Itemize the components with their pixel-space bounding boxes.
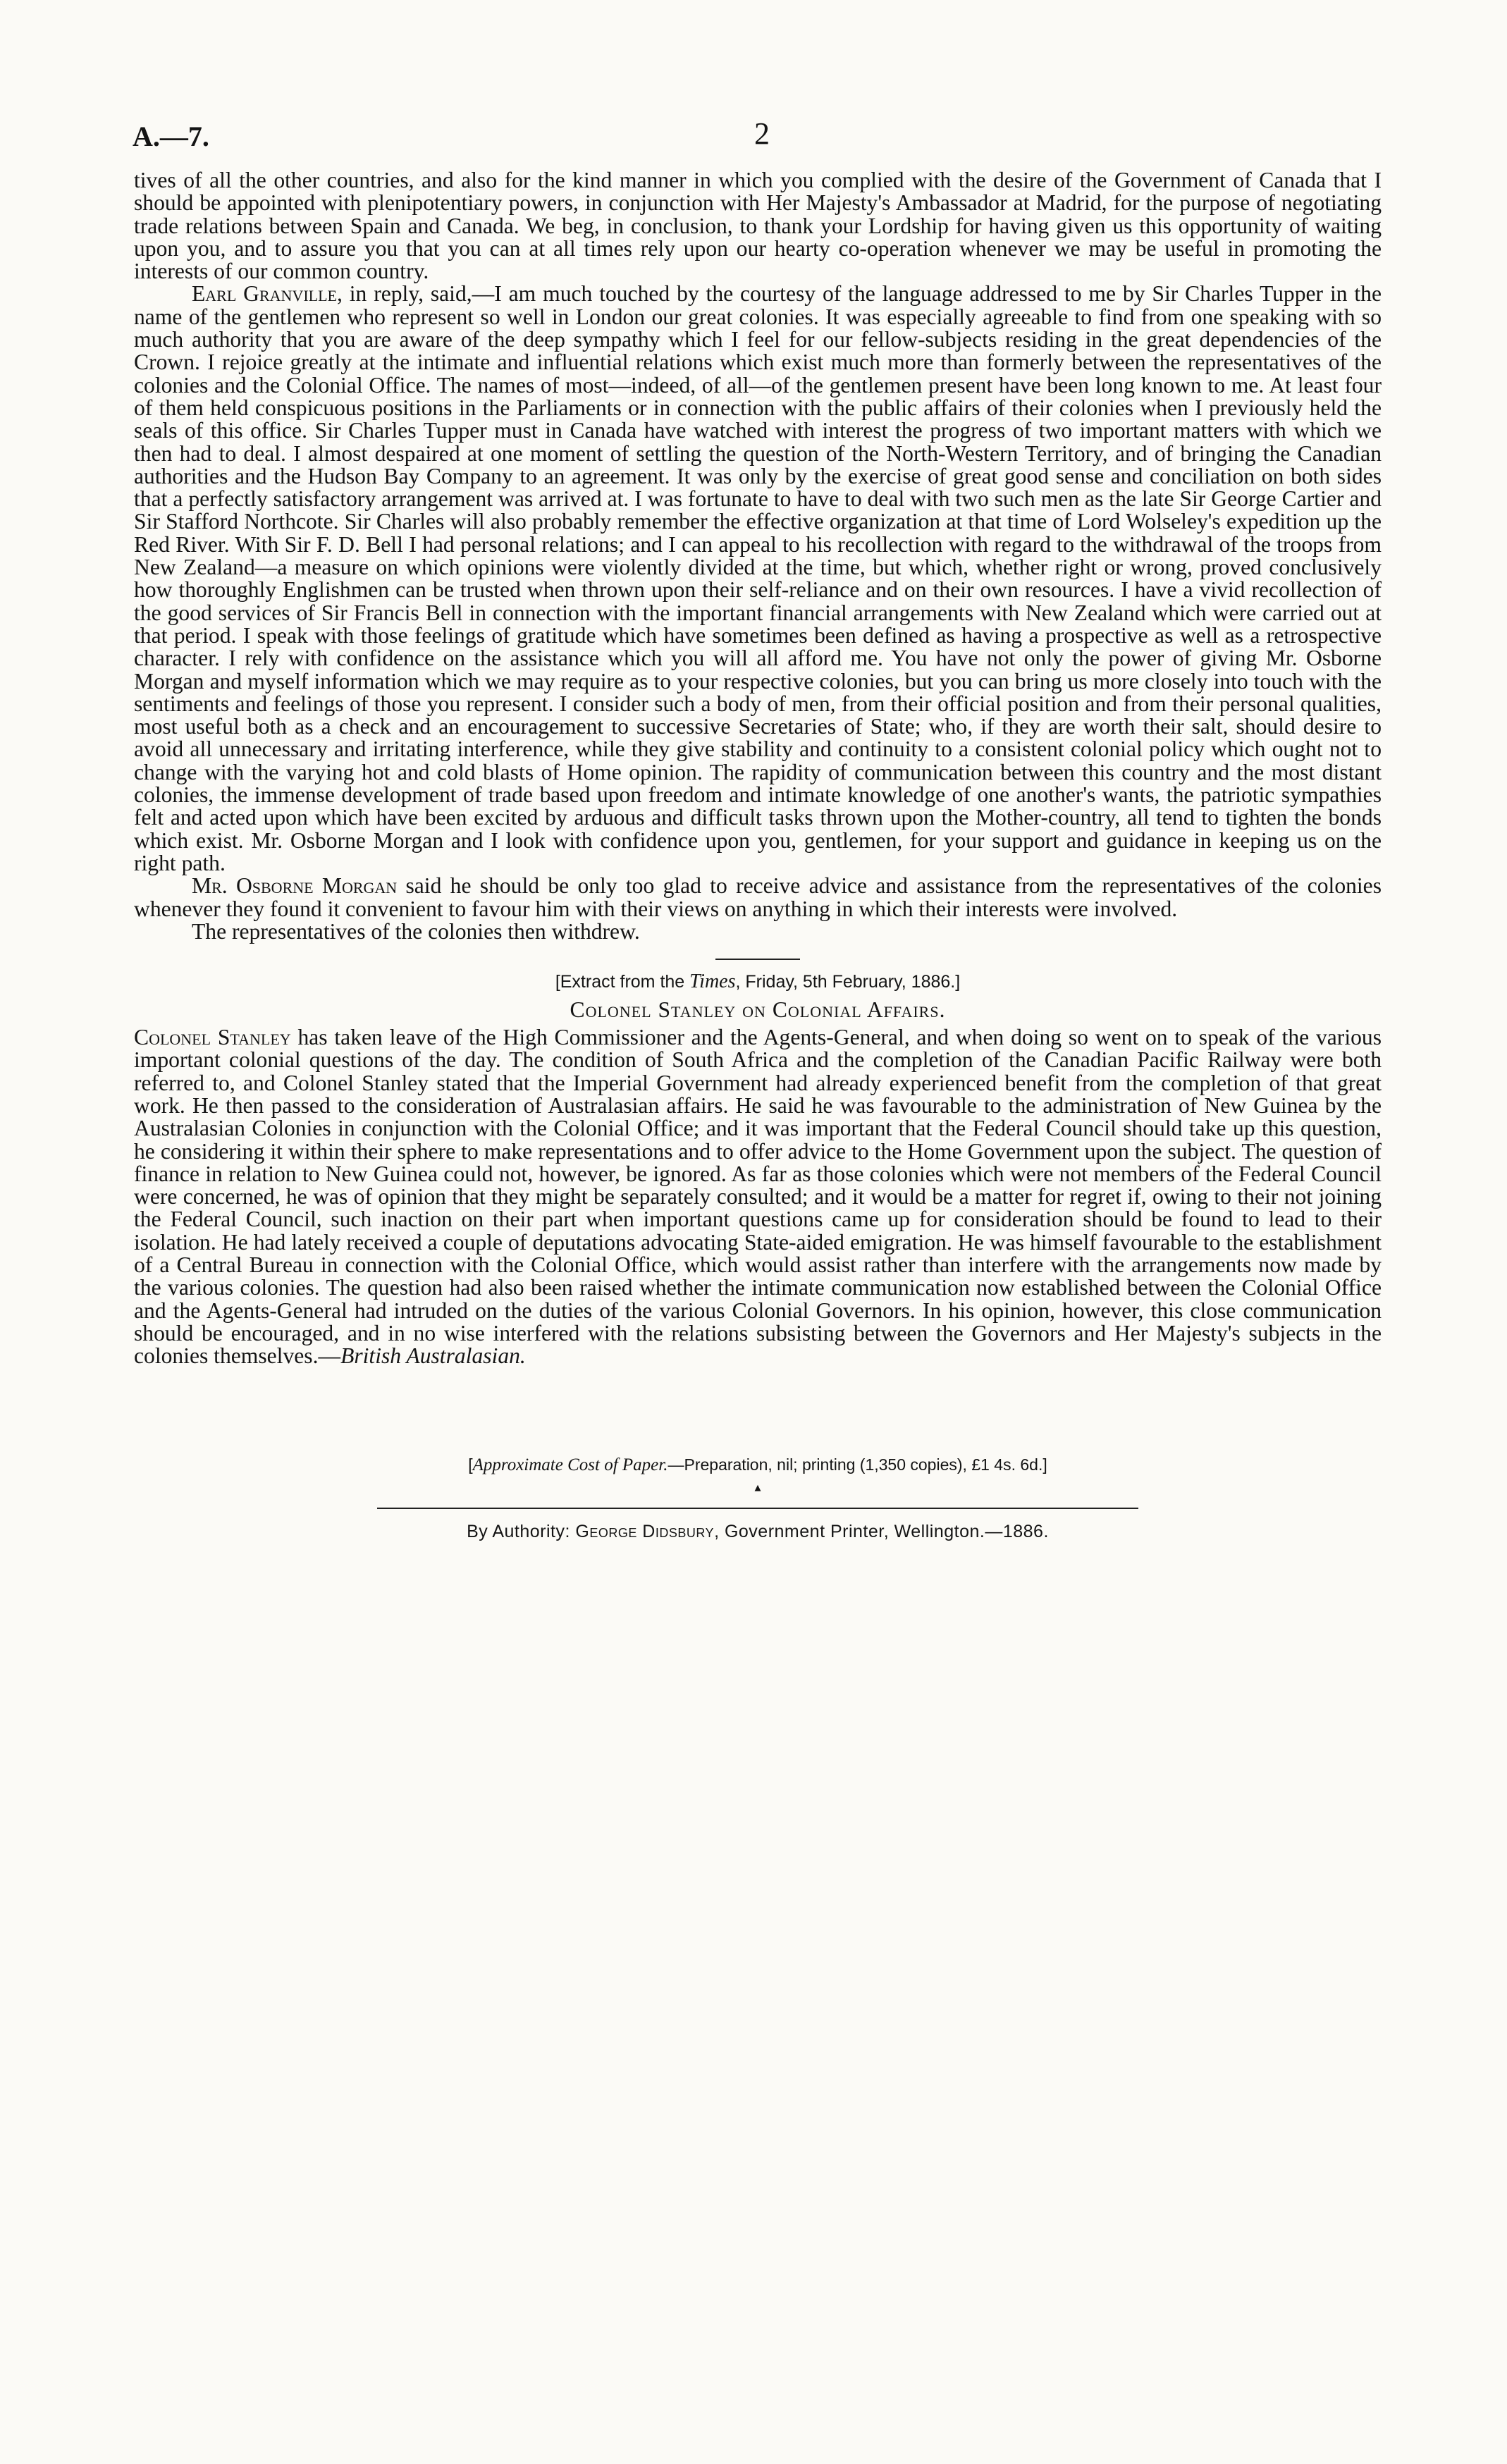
speaker-name: Earl Granville	[192, 281, 337, 307]
body-text	[134, 169, 1382, 943]
printer-imprint	[134, 1522, 1382, 1542]
extract-source-line	[134, 970, 1382, 994]
imprint-suffix: , Government Printer, Wellington.—1886.	[714, 1521, 1049, 1541]
extract-source: Times	[689, 971, 736, 993]
article-paragraph	[134, 1026, 1382, 1367]
imprint-prefix: By Authority:	[467, 1521, 576, 1541]
article-source: British Australasian.	[340, 1343, 526, 1369]
section-divider	[715, 959, 800, 960]
page-number: 2	[754, 116, 770, 151]
printer-name: George Didsbury	[575, 1521, 715, 1541]
cost-bracket: [	[468, 1455, 473, 1474]
paragraph-granville	[134, 283, 1382, 875]
extract-prefix: [Extract from the	[555, 972, 690, 992]
extract-suffix: , Friday, 5th February, 1886.]	[735, 972, 961, 992]
document-page	[133, 116, 1382, 1542]
paragraph-text: , in reply, said,—I am much touched by the courtesy of the language addressed to me by Sir Charles Tupper in the name of the gentlemen who represent so well in London our great colonies. It was especially agreeable to find from one speaking with so much authority that you are aware of the deep sympathy which I feel for our fellow-subjects residing in the great dependencies of the Crown. I rejoice greatly at the intimate and influential relations which exist much more than formerly between the representatives of the colonies and the Colonial Office. The names of most—indeed, of all—of the gentlemen present have been long known to me. At least four of them held conspicuous positions in the Parliaments or in connection with the public affairs of their colonies when I previously held the seals of this office. Sir Charles Tupper must in Canada have watched with interest the progress of two important matters with which we then had to deal. I almost despaired at one moment of settling the question of the North-Western Territory, and of bringing the Canadian authorities and the Hudson Bay Company to an agreement. It was only by the exercise of great good sense and conciliation on both sides that a perfectly satisfactory arrangement was arrived at. I was fortunate to have to deal with two such men as the late Sir George Cartier and Sir Stafford Northcote. Sir Charles will also probably remember the effective organization at that time of Lord Wolseley's expedition up the Red River. With Sir F. D. Bell I had personal relations; and I can appeal to his recollection with regard to the withdrawal of the troops from New Zealand—a measure on which opinions were violently divided at the time, but which, whether right or wrong, proved conclusively how thoroughly Englishmen can be trusted when thrown upon their self-reliance and on their own resources. I have a vivid recollection of the good services of Sir Francis Bell in connection with the important financial arrangements with New Zealand which were carried out at that period. I speak with those feelings of gratitude which have sometimes been defined as having a prospective as well as a retrospective character. I rely with confidence on the assistance which you will all afford me. You have not only the power of giving Mr. Osborne Morgan and myself information which we may require as to your respective colonies, but you can bring us more closely into touch with the sentiments and feelings of those you represent. I consider such a body of men, from their official position and from their personal qualities, most useful both as a check and an encouragement to successive Secretaries of State; who, if they are worth their salt, should desire to avoid all unnecessary and irritating interference, while they give stability and continuity to a consistent colonial policy which ought not to change with the varying hot and cold blasts of Home opinion. The rapidity of communication between this country and the most distant colonies, the immense development of trade based upon freedom and intimate knowledge of one another's wants, the patriotic sympathies felt and acted upon which have been excited by arduous and difficult tasks thrown upon the Mother-country, all tend to tighten the bonds which exist. Mr. Osborne Morgan and I look with confidence upon you, gentlemen, for your support and guidance in keeping us on the right path.	[134, 281, 1382, 875]
cost-label: Approximate Cost of Paper.	[472, 1455, 668, 1474]
document-id: A.—7.	[133, 121, 209, 152]
cost-note	[134, 1455, 1382, 1475]
page-header	[133, 116, 1382, 169]
cost-text: —Preparation, nil; printing (1,350 copies), £1 4s. 6d.]	[668, 1455, 1047, 1474]
paragraph-morgan	[134, 875, 1382, 920]
ornament-mark: ▴	[754, 1479, 761, 1494]
paragraph-text: tives of all the other countries, and also for the kind manner in which you complied with the desire of the Government of Canada that I should be appointed with plenipotentiary powers, in conjunction with Her Majesty's Ambassador at Madrid, for the purpose of negotiating trade relations between Spain and Canada. We beg, in conclusion, to thank your Lordship for having given us this opportunity of waiting upon you, and to assure you that you can at all times rely upon our hearty co-operation whenever we may be useful in promoting the interests of our common country.	[134, 168, 1382, 284]
paragraph-text: said he should be only too glad to receive advice and assistance from the representatives of the colonies whenever they found it convenient to favour him with their views on anything in which their interests were involved.	[134, 873, 1382, 921]
speaker-name: Mr. Osborne Morgan	[192, 873, 398, 899]
article-body	[134, 1026, 1382, 1367]
article-text: has taken leave of the High Commissioner and the Agents-General, and when doing so went on to speak of the various important colonial questions of the day. The condition of South Africa and the completion of the Canadian Pacific Railway were both referred to, and Colonel Stanley stated that the Imperial Government had already experienced benefit from the completion of that great work. He then passed to the consideration of Australasian affairs. He said he was favourable to the administration of New Guinea by the Australasian Colonies in conjunction with the Colonial Office; and it was important that the Federal Council should take up this question, he considering it within their sphere to make representations and to offer advice to the Home Government upon the subject. The question of finance in relation to New Guinea could not, however, be ignored. As far as those colonies which were not members of the Federal Council were concerned, he was of opinion that they might be separately consulted; and it would be a matter for regret if, owing to their not joining the Federal Council, such inaction on their part when important questions came up for consideration should be found to lead to their isolation. He had lately received a couple of deputations advocating State-aided emigration. He was himself favourable to the establishment of a Central Bureau in connection with the Colonial Office, which would assist rather than interfere with the arrangements now made by the various colonies. The question had also been raised whether the intimate communication now established between the Colonial Office and the Agents-General had intruded on the duties of the various Colonial Governors. In his opinion, however, this close communication should be encouraged, and in no wise interfered with the relations subsisting between the Governors and Her Majesty's subjects in the colonies themselves.—	[134, 1025, 1382, 1369]
footer-divider	[377, 1508, 1138, 1509]
paragraph-withdrew	[134, 920, 1382, 943]
article-lead: Colonel Stanley	[134, 1025, 291, 1050]
paragraph-text: The representatives of the colonies then withdrew.	[192, 918, 640, 944]
paragraph-continuation	[134, 169, 1382, 283]
article-title: Colonel Stanley on Colonial Affairs.	[570, 997, 946, 1023]
